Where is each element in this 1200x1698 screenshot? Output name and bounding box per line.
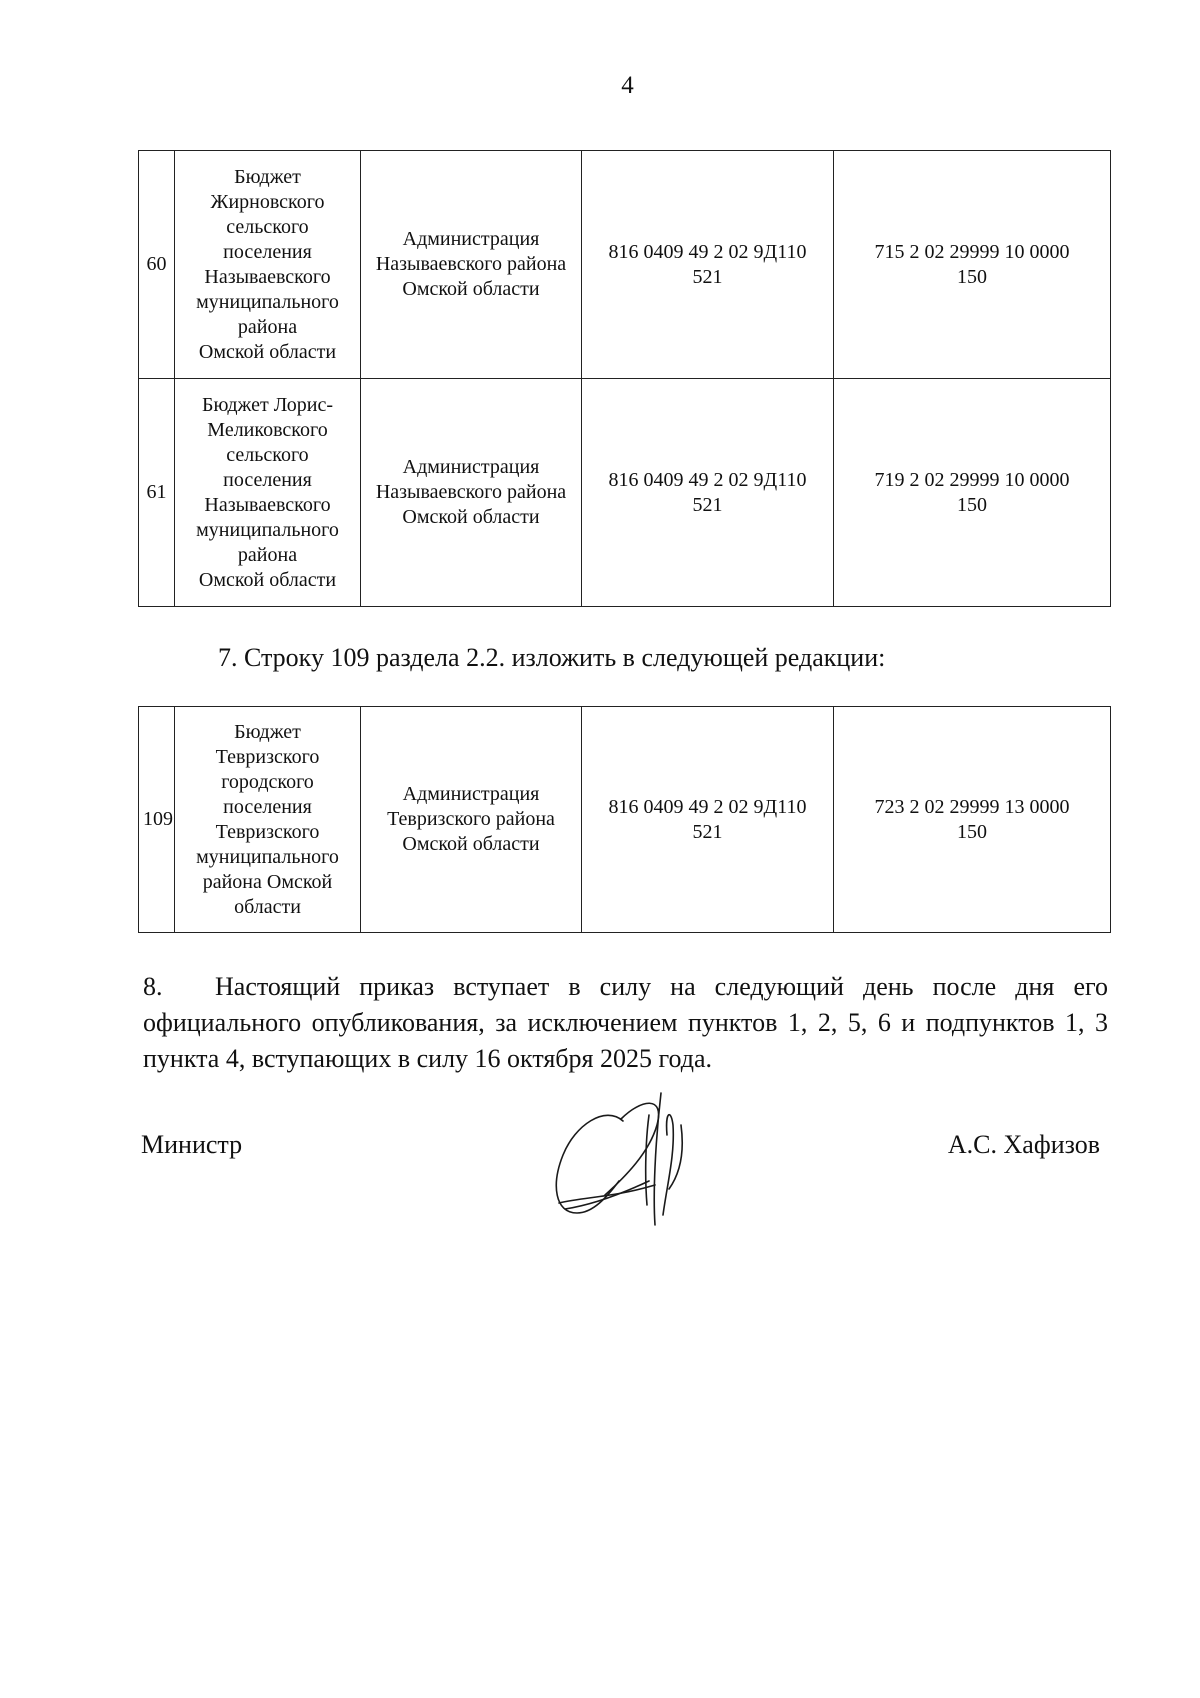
administrator-line: Называевского района xyxy=(375,253,567,275)
budget-name-line: Называевского xyxy=(204,493,331,516)
kbk-income-line: 150 xyxy=(957,820,987,843)
kbk-expense-line: 521 xyxy=(692,265,723,288)
handwritten-signature xyxy=(545,1085,715,1235)
table-row xyxy=(139,707,1111,933)
administrator-line: Называевского района xyxy=(375,481,567,503)
administrator-cell xyxy=(361,707,582,933)
budget-name-line: Бюджет Лорис- xyxy=(201,393,334,416)
administrator-line: Администрация xyxy=(402,783,540,805)
budget-name-line: района Омской xyxy=(202,870,333,893)
kbk-expense-line: 816 0409 49 2 02 9Д110 xyxy=(608,468,807,491)
budget-name-line: муниципального xyxy=(196,845,339,868)
budget-name-line: поселения xyxy=(223,795,312,818)
budget-name-line: Меликовского xyxy=(207,418,328,441)
budget-name-line: муниципального xyxy=(196,290,339,313)
budget-name-line: Омской области xyxy=(198,568,337,591)
kbk-income-cell xyxy=(834,151,1111,379)
kbk-income-line: 150 xyxy=(957,265,987,288)
budget-name-line: поселения xyxy=(223,240,312,263)
page-number: 4 xyxy=(621,72,634,99)
administrator-line: Омской области xyxy=(402,506,540,528)
paragraph-8-text: Настоящий приказ вступает в силу на следующий день после дня его официального опубликования, за исключением пунктов 1, 2, 5, 6 и подпунктов 1, 3 пункта 4, вступающих в силу 16 октября 2025 года. xyxy=(143,972,1108,1073)
budget-name-line: Тевризского xyxy=(215,745,320,768)
budget-name-line: сельского xyxy=(226,443,309,466)
kbk-expense-cell xyxy=(582,379,834,607)
paragraph-7: 7. Строку 109 раздела 2.2. изложить в следующей редакции: xyxy=(218,643,886,672)
kbk-expense-cell xyxy=(582,151,834,379)
budget-name-line: Тевризского xyxy=(215,820,320,843)
signer-position: Министр xyxy=(141,1130,243,1159)
row-number-cell: 60 xyxy=(139,151,175,379)
budget-name-line: области xyxy=(234,895,301,918)
kbk-income-cell xyxy=(834,379,1111,607)
table-row xyxy=(139,151,1111,379)
kbk-expense-line: 816 0409 49 2 02 9Д110 xyxy=(608,240,807,263)
paragraph-8 xyxy=(143,969,1108,1077)
administrator-line: Администрация xyxy=(402,228,540,250)
administrator-cell xyxy=(361,151,582,379)
budget-name-line: городского xyxy=(221,770,314,793)
budget-name-cell xyxy=(175,151,361,379)
budget-table-1 xyxy=(138,150,1111,607)
table-row xyxy=(139,379,1111,607)
administrator-line: Омской области xyxy=(402,278,540,300)
kbk-income-cell xyxy=(834,707,1111,933)
budget-name-cell xyxy=(175,379,361,607)
administrator-line: Администрация xyxy=(402,456,540,478)
budget-name-line: района xyxy=(237,543,298,566)
administrator-cell xyxy=(361,379,582,607)
kbk-income-line: 719 2 02 29999 10 0000 xyxy=(874,468,1070,491)
budget-table-2 xyxy=(138,706,1111,933)
kbk-expense-line: 521 xyxy=(692,820,723,843)
row-number-cell: 61 xyxy=(139,379,175,607)
signer-name: А.С. Хафизов xyxy=(947,1130,1100,1159)
budget-name-line: поселения xyxy=(223,468,312,491)
budget-name-line: сельского xyxy=(226,215,309,238)
row-number-cell: 109 xyxy=(139,707,175,933)
kbk-income-line: 715 2 02 29999 10 0000 xyxy=(874,240,1070,263)
budget-name-line: Называевского xyxy=(204,265,331,288)
budget-name-cell xyxy=(175,707,361,933)
kbk-income-line: 723 2 02 29999 13 0000 xyxy=(874,795,1070,818)
administrator-line: Тевризского района xyxy=(387,808,555,830)
kbk-income-line: 150 xyxy=(957,493,987,516)
kbk-expense-cell xyxy=(582,707,834,933)
paragraph-8-number: 8. xyxy=(143,972,163,1001)
administrator-line: Омской области xyxy=(402,833,540,855)
budget-name-line: района xyxy=(237,315,298,338)
budget-name-line: муниципального xyxy=(196,518,339,541)
kbk-expense-line: 816 0409 49 2 02 9Д110 xyxy=(608,795,807,818)
budget-name-line: Жирновского xyxy=(210,190,325,213)
budget-name-line: Бюджет xyxy=(234,165,301,188)
budget-name-line: Бюджет xyxy=(234,720,301,743)
budget-name-line: Омской области xyxy=(198,340,337,363)
kbk-expense-line: 521 xyxy=(692,493,723,516)
